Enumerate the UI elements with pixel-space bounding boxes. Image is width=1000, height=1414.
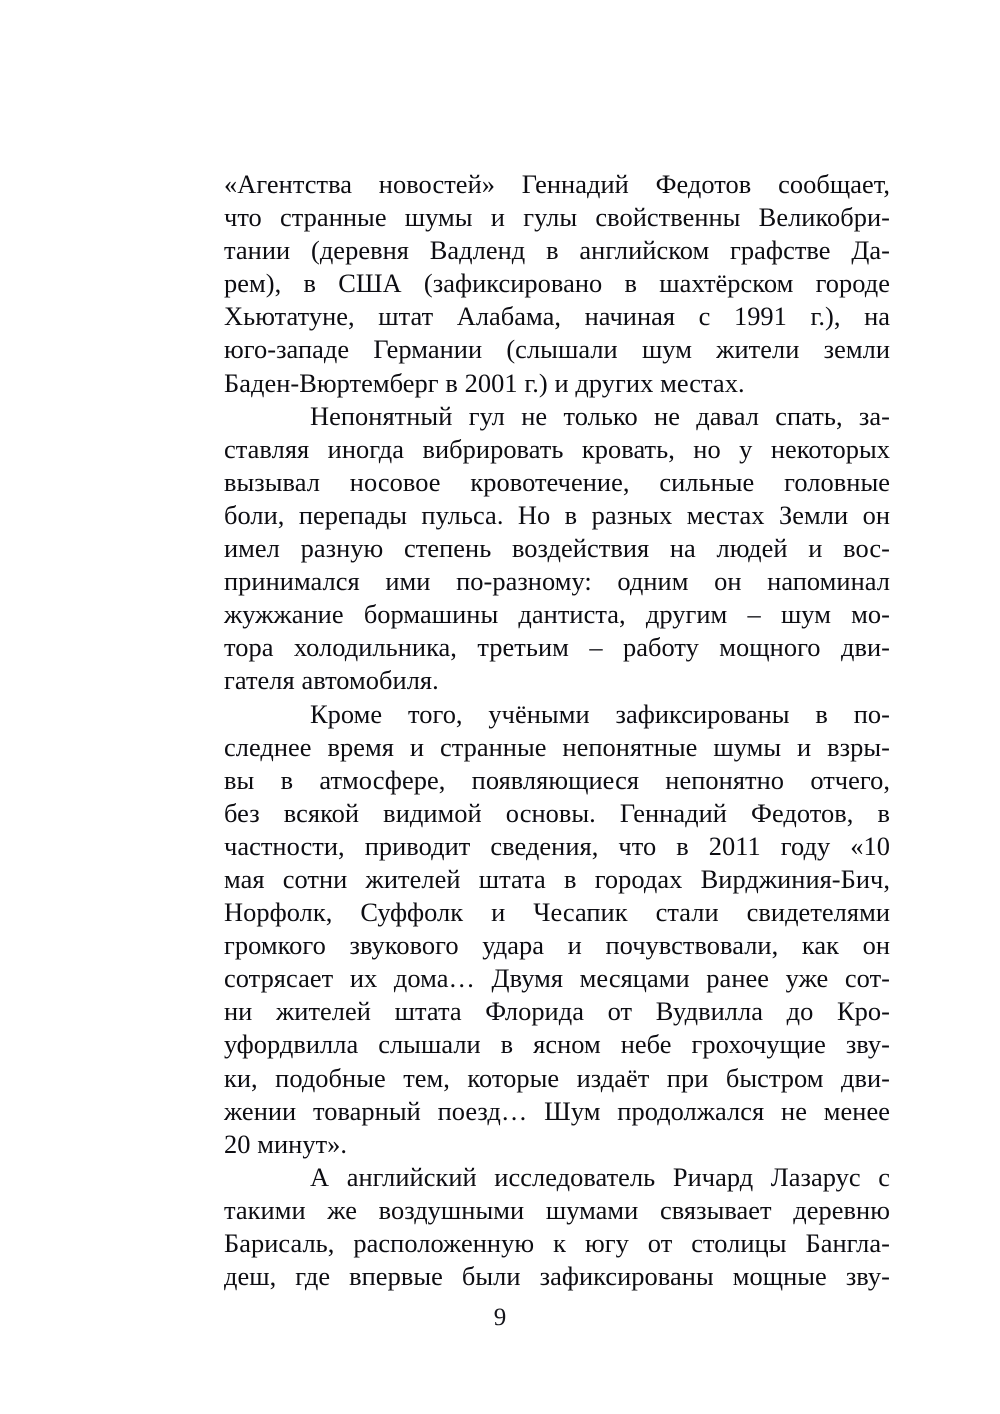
- paragraph-4: [224, 1161, 890, 1293]
- text-line: что странные шумы и гулы свойственны Великобри-: [224, 202, 890, 233]
- text-line: Барисаль, расположенную к югу от столицы Бангла-: [224, 1228, 890, 1258]
- text-line: «Агентства новостей» Геннадий Федотов сообщает,: [224, 169, 890, 199]
- text-line: тора холодильника, третьим – работу мощного дви-: [224, 632, 890, 663]
- text-line: тании (деревня Вадленд в английском графстве Да-: [224, 235, 890, 266]
- text-line: принимался ими по-разному: одним он напоминал: [224, 566, 890, 597]
- text-line: мая сотни жителей штата в городах Вирджиния-Бич,: [224, 863, 890, 894]
- text-line: громкого звукового удара и почувствовали, как он: [224, 930, 890, 961]
- text-line: Кроме того, учёными зафиксированы в по-: [310, 698, 890, 729]
- text-line: рем), в США (зафиксировано в шахтёрском городе: [224, 268, 890, 299]
- text-line: имел разную степень воздействия на людей и вос-: [224, 533, 890, 564]
- text-line: уфордвилла слышали в ясном небе грохочущие зву-: [224, 1029, 890, 1060]
- text-line: деш, где впервые были зафиксированы мощные зву-: [224, 1261, 890, 1292]
- text-line: такими же воздушными шумами связывает деревню: [224, 1194, 890, 1225]
- paragraph-3: [224, 698, 890, 1161]
- text-line: частности, приводит сведения, что в 2011 году «10: [224, 830, 890, 861]
- page-text-column: [224, 168, 890, 1293]
- text-line: Хьютатуне, штат Алабама, начиная с 1991 г.), на: [224, 301, 890, 332]
- text-line: Баден-Вюртемберг в 2001 г.) и других местах.: [224, 367, 745, 398]
- text-line: Непонятный гул не только не давал спать, за-: [310, 400, 890, 431]
- text-line: вы в атмосфере, появляющиеся непонятно отчего,: [224, 764, 890, 795]
- text-line: гателя автомобиля.: [224, 665, 439, 696]
- text-line: вызывал носовое кровотечение, сильные головные: [224, 466, 890, 497]
- text-line: жении товарный поезд… Шум продолжался не менее: [224, 1095, 890, 1126]
- text-line: жужжание бормашины дантиста, другим – шум мо-: [224, 599, 890, 630]
- text-line: Норфолк, Суффолк и Чесапик стали свидетелями: [224, 897, 890, 928]
- text-line: юго-западе Германии (слышали шум жители земли: [224, 334, 890, 365]
- paragraph-1: [224, 168, 890, 400]
- text-line: ни жителей штата Флорида от Вудвилла до Кро-: [224, 996, 890, 1027]
- text-line: сотрясает их дома… Двумя месяцами ранее уже сот-: [224, 963, 890, 994]
- text-line: ки, подобные тем, которые издаёт при быстром дви-: [224, 1062, 890, 1093]
- text-line: без всякой видимой основы. Геннадий Федотов, в: [224, 797, 890, 828]
- page-number: 9: [493, 1304, 507, 1331]
- text-line: боли, перепады пульса. Но в разных местах Земли он: [224, 499, 890, 530]
- text-line: 20 минут».: [224, 1128, 348, 1159]
- text-line: следнее время и странные непонятные шумы и взры-: [224, 731, 890, 762]
- paragraph-2: [224, 400, 890, 698]
- text-line: А английский исследователь Ричард Лазарус с: [310, 1161, 890, 1192]
- text-line: ставляя иногда вибрировать кровать, но у некоторых: [224, 433, 890, 464]
